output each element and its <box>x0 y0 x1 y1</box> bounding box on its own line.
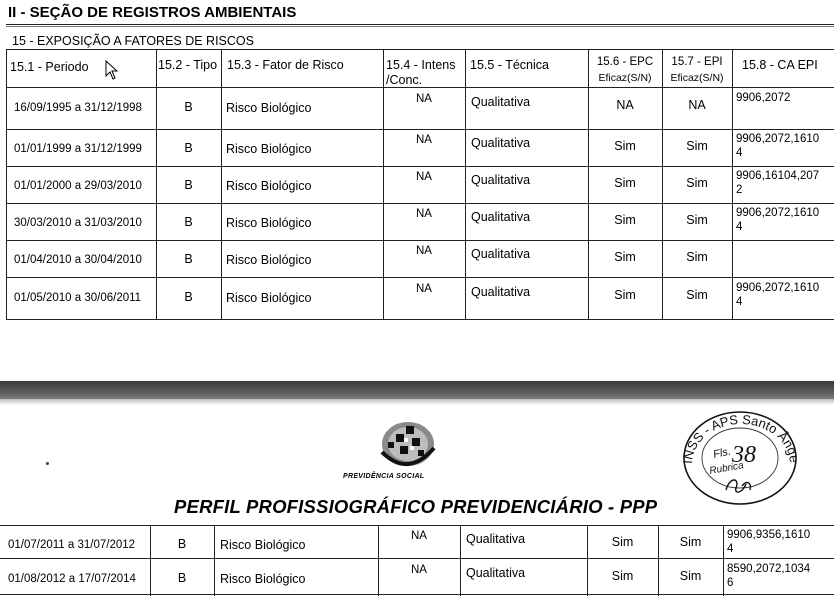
tipo-cell: B <box>184 290 193 304</box>
ca-epi-cell: 9906,2072 <box>736 92 791 104</box>
header-epi: 15.7 - EPI <box>671 56 723 68</box>
document-title: PERFIL PROFISSIOGRÁFICO PREVIDENCIÁRIO - PPP <box>174 496 658 517</box>
page-divider <box>0 381 834 399</box>
epi-cell: Sim <box>679 535 702 549</box>
intens-cell: NA <box>416 245 432 257</box>
ca-epi-cell-cont: 4 <box>736 221 743 233</box>
epi-cell: Sim <box>686 139 708 153</box>
fator-cell: Risco Biológico <box>226 291 312 305</box>
header-intens-conc: /Conc. <box>386 73 423 87</box>
epc-cell: Sim <box>614 139 636 153</box>
epc-cell: Sim <box>614 213 636 227</box>
ca-epi-cell: 9906,2072,1610 <box>736 207 820 219</box>
intens-cell: NA <box>416 208 432 220</box>
ca-epi-cell: 9906,16104,207 <box>736 170 820 182</box>
inss-stamp <box>680 406 798 506</box>
period-cell: 01/05/2010 a 30/06/2011 <box>14 292 142 304</box>
ca-epi-cell-cont: 6 <box>727 577 734 589</box>
ca-epi-cell: 9906,2072,1610 <box>736 133 820 145</box>
epi-cell: Sim <box>686 288 708 302</box>
ca-epi-cell-cont: 2 <box>736 184 743 196</box>
ca-epi-cell: 9906,2072,1610 <box>736 282 820 294</box>
epi-cell: Sim <box>679 569 702 583</box>
fator-cell: Risco Biológico <box>226 216 312 230</box>
ca-epi-cell: 8590,2072,1034 <box>727 563 811 575</box>
period-cell: 30/03/2010 a 31/03/2010 <box>14 217 142 229</box>
page-divider-shade <box>0 399 834 405</box>
tipo-cell: B <box>184 215 193 229</box>
header-intens: 15.4 - Intens <box>386 58 456 72</box>
tecnica-cell: Qualitativa <box>471 285 531 299</box>
tipo-cell: B <box>177 537 187 551</box>
header-periodo: 15.1 - Periodo <box>10 60 89 74</box>
subsection-title: 15 - EXPOSIÇÃO A FATORES DE RISCOS <box>12 34 254 48</box>
mouse-cursor-icon <box>105 60 119 80</box>
period-cell: 01/01/1999 a 31/12/1999 <box>14 143 142 155</box>
period-cell: 01/07/2011 a 31/07/2012 <box>8 539 136 551</box>
header-ca-epi: 15.8 - CA EPI <box>742 58 818 72</box>
tecnica-cell: Qualitativa <box>466 566 526 580</box>
previdencia-logo-icon <box>378 418 436 470</box>
tecnica-cell: Qualitativa <box>466 532 526 546</box>
tipo-cell: B <box>184 141 193 155</box>
epc-cell: Sim <box>614 176 636 190</box>
fator-cell: Risco Biológico <box>226 253 312 267</box>
header-epc-eficaz: Eficaz(S/N) <box>598 72 652 84</box>
svg-text:Fls.: Fls. <box>712 445 732 461</box>
header-fator: 15.3 - Fator de Risco <box>227 58 344 72</box>
tipo-cell: B <box>184 252 193 266</box>
fator-cell: Risco Biológico <box>220 572 306 586</box>
intens-cell: NA <box>416 171 432 183</box>
epc-cell: Sim <box>614 288 636 302</box>
fator-cell: Risco Biológico <box>226 142 312 156</box>
tipo-cell: B <box>184 100 193 114</box>
tecnica-cell: Qualitativa <box>471 173 531 187</box>
tecnica-cell: Qualitativa <box>471 210 531 224</box>
period-cell: 01/08/2012 a 17/07/2014 <box>8 573 136 585</box>
ca-epi-cell-cont: 4 <box>736 147 743 159</box>
intens-cell: NA <box>416 283 432 295</box>
header-tipo: 15.2 - Tipo <box>158 58 218 72</box>
intens-cell: NA <box>416 93 432 105</box>
fator-cell: Risco Biológico <box>226 179 312 193</box>
period-cell: 16/09/1995 a 31/12/1998 <box>14 102 142 114</box>
fator-cell: Risco Biológico <box>226 101 312 115</box>
header-epc: 15.6 - EPC <box>596 56 654 68</box>
ca-epi-cell: 9906,9356,1610 <box>727 529 811 541</box>
header-tecnica: 15.5 - Técnica <box>470 58 549 72</box>
svg-text:Rubrica: Rubrica <box>708 460 745 477</box>
scan-speck <box>46 462 49 465</box>
ca-epi-cell-cont: 4 <box>727 543 734 555</box>
epc-cell: NA <box>616 98 634 112</box>
period-cell: 01/04/2010 a 30/04/2010 <box>14 254 142 266</box>
epi-cell: NA <box>688 98 706 112</box>
header-epi-eficaz: Eficaz(S/N) <box>670 72 724 84</box>
tecnica-cell: Qualitativa <box>471 247 531 261</box>
ca-epi-cell-cont: 4 <box>736 296 743 308</box>
epc-cell: Sim <box>614 250 636 264</box>
tipo-cell: B <box>184 178 193 192</box>
fator-cell: Risco Biológico <box>220 538 306 552</box>
epc-cell: Sim <box>611 535 634 549</box>
epi-cell: Sim <box>686 213 708 227</box>
section-title: II - SEÇÃO DE REGISTROS AMBIENTAIS <box>8 4 297 21</box>
svg-text:38: 38 <box>732 442 756 468</box>
epc-cell: Sim <box>611 569 634 583</box>
tecnica-cell: Qualitativa <box>471 95 531 109</box>
period-cell: 01/01/2000 a 29/03/2010 <box>14 180 142 192</box>
tipo-cell: B <box>177 571 187 585</box>
logo-label: PREVIDÊNCIA SOCIAL <box>343 473 425 480</box>
intens-cell: NA <box>411 564 427 576</box>
intens-cell: NA <box>416 134 432 146</box>
intens-cell: NA <box>411 530 427 542</box>
tecnica-cell: Qualitativa <box>471 136 531 150</box>
svg-text:INSS - APS Santo Ângelo: INSS - APS Santo Ân <box>680 411 797 465</box>
epi-cell: Sim <box>686 250 708 264</box>
epi-cell: Sim <box>686 176 708 190</box>
